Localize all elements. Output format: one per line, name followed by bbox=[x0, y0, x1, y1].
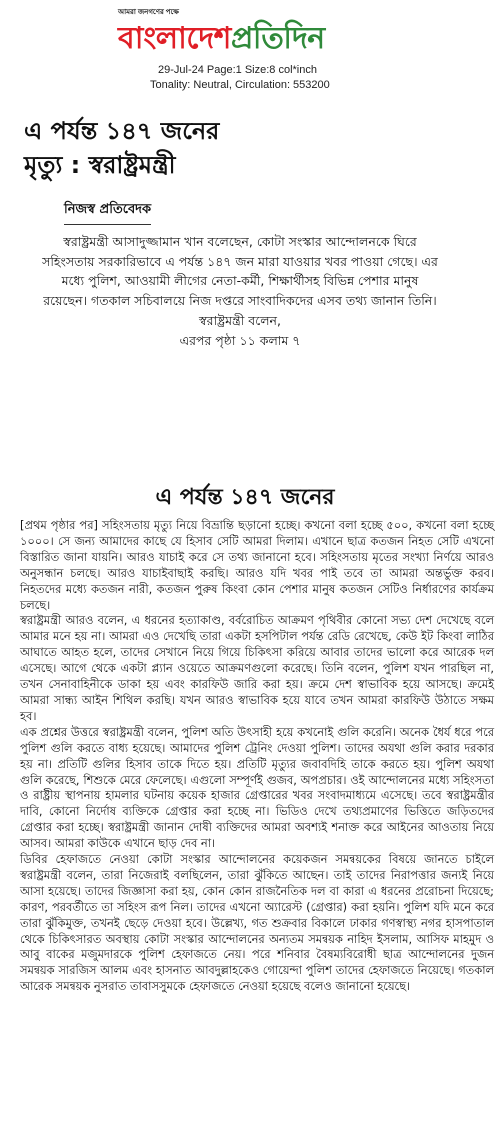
headline-line-2: মৃত্যু : স্বরাষ্ট্রমন্ত্রী bbox=[24, 151, 176, 179]
clipping-tonality-circulation: Tonality: Neutral, Circulation: 553200 bbox=[150, 79, 330, 91]
logo-word-bangladesh: বাংলাদেশ bbox=[118, 21, 231, 56]
lead-text: স্বরাষ্ট্রমন্ত্রী আসাদুজ্জামান খান বলেছেন, কোটা সংস্কার আন্দোলনকে ঘিরে সহিংসতায় সরকারিভাবে এ পর্যন্ত ১৪৭ জন মারা যাওয়ার খবর পাওয়া গেছে। এর মধ্যে পুলিশ, আওয়ামী লীগের নেতা-কর্মী, শিক্ষার্থীসহ বিভিন্ন পেশার মানুষ রয়েছেন। গতকাল সচিবালয়ে নিজ দপ্তরে সাংবাদিকদের এসব তথ্য জানান তিনি। স্বরাষ্ট্রমন্ত্রী বলেন, bbox=[42, 234, 438, 328]
byline: নিজস্ব প্রতিবেদক bbox=[64, 200, 151, 225]
logo-word-pratidin: প্রতিদিন bbox=[230, 21, 325, 56]
masthead-tagline: আমরা জনগণের পক্ষে bbox=[118, 9, 179, 16]
clipping-metadata bbox=[150, 63, 410, 93]
continuation-headline: এ পর্যন্ত ১৪৭ জনের bbox=[155, 485, 335, 510]
body-paragraph: ডিবির হেফাজতে নেওয়া কোটা সংস্কার আন্দোলনের কয়েকজন সমন্বয়কের বিষয়ে জানতে চাইলে স্বরাষ্ট্রমন্ত্রী বলেন, তারা নিজেরাই বলছিলেন, তারা ঝুঁকিতে আছেন। তাই তাদের নিরাপত্তার জন্যই নিয়ে আসা হয়েছে। তাদের জিজ্ঞাসা করা হয়, কোন কোন রাজনৈতিক দল বা কারা এ ধরনের প্ররোচনা দিয়েছে; কারণ, পরবর্তীতে তা সহিংস রূপ নিল। তাদের এখনো অ্যারেস্ট (গ্রেপ্তার) করা হয়নি। পুলিশ যদি মনে করে তারা ঝুঁকিমুক্ত, তখনই ছেড়ে দেওয়া হবে। উল্লেখ্য, গত শুক্রবার বিকালে ঢাকার গণস্বাস্থ্য নগর হাসপাতাল থেকে চিকিৎসারত অবস্থায় কোটা সংস্কার আন্দোলনের অন্যতম সমন্বয়ক নাহিদ ইসলাম, আসিফ মাহমুদ ও আবু বাকের মজুমদারকে পুলিশ হেফাজতে নেয়। পরে শনিবার বৈষম্যবিরোধী ছাত্র আন্দোলনের দুজন সমন্বয়ক সারজিস আলম এবং হাসনাত আবদুল্লাহকেও গোয়েন্দা পুলিশ তাদের হেফাজতে নিয়েছে। গতকাল আরেক সমন্বয়ক নুসরাত তাবাসসুমকে হেফাজতে নেওয়া হয়েছে বলেও জানানো হয়েছে। bbox=[20, 852, 494, 994]
masthead bbox=[0, 2, 504, 56]
headline-line-1: এ পর্যন্ত ১৪৭ জনের bbox=[24, 117, 220, 145]
body-paragraph: [প্রথম পৃষ্ঠার পর] সহিংসতায় মৃত্যু নিয়ে বিভ্রান্তি ছড়ানো হচ্ছে। কখনো বলা হচ্ছে ৫০০, কখনো বলা হচ্ছে ১০০০। সে জন্য আমাদের কাছে যে হিসাব সেটি আমরা দিলাম। এখানে ছাত্র কতজন নিহত সেটি এখনো বিস্তারিত জানা যায়নি। আরও যাচাই করে সে তথ্য জানানো হবে। সহিংসতায় মৃতের সংখ্যা নির্ণয়ে আরও অনুসন্ধান চলছে। আরও যাচাইবাছাই করছি। আরও যদি খবর পাই তবে তা আমরা অন্তর্ভুক্ত করব। নিহতদের মধ্যে কতজন নারী, কতজন পুরুষ কিংবা কোন পেশার মানুষ কতজন সেটিও নির্ধারণের কার্যক্রম চলছে। bbox=[20, 518, 494, 612]
lead-jump-line: এরপর পৃষ্ঠা ১১ কলাম ৭ bbox=[179, 332, 301, 348]
newspaper-logo bbox=[118, 14, 325, 54]
body-paragraph: স্বরাষ্ট্রমন্ত্রী আরও বলেন, এ ধরনের হত্যাকাণ্ড, বর্বরোচিত আক্রমণ পৃথিবীর কোনো সভ্য দেশ দেখেছে বলে আমার মনে হয় না। আমরা এও দেখেছি তারা একটা হসপিটাল পর্যন্ত রেডি রেখেছে, কেউ ইট কিংবা লাঠির আঘাতে আহত হলে, তাদের সেখানে নিয়ে গিয়ে চিকিৎসা করিয়ে আবার তাদের ভালো করে আরেক দল এসেছে। আগে থেকে একটা প্ল্যান ওয়েতে আক্রমণগুলো করেছে। তিনি বলেন, পুলিশ যখন পারছিল না, তখন সেনাবাহিনীকে ডাকা হয় এবং কারফিউ জারি করা হয়। ক্রমে দেশ স্বাভাবিক হয়ে আসছে। ক্রমেই আমরা সান্ধ্য আইন শিথিল করছি। যখন আরও স্বাভাবিক হয়ে যাবে তখন আমরা কারফিউ উঠাতে সক্ষম হব। bbox=[20, 613, 494, 723]
lead-paragraph bbox=[40, 232, 440, 350]
article-body bbox=[20, 518, 494, 995]
clipping-date-page-size: 29-Jul-24 Page:1 Size:8 col*inch bbox=[158, 64, 317, 76]
body-paragraph: এক প্রশ্নের উত্তরে স্বরাষ্ট্রমন্ত্রী বলেন, পুলিশ অতি উৎসাহী হয়ে কখনোই গুলি করেনি। অনেক ধৈর্য ধরে পরে পুলিশ গুলি করতে বাধ্য হয়েছে। আমাদের পুলিশ ট্রেনিং দেওয়া পুলিশ। তাদের অযথা গুলি করার দরকার হয় না। প্রতিটি গুলির হিসাব তাকে দিতে হয়। প্রতিটি মৃত্যুর জবাবদিহি তাকে করতে হয়। পুলিশ অযথা গুলি করেছে, শিশুকে মেরে ফেলেছে। এগুলো সম্পূর্ণই গুজব, অপপ্রচার। ওই আন্দোলনের মধ্যে সহিংসতা ও রাষ্ট্রীয় স্থাপনায় হামলার ঘটনায় কয়েক হাজার গ্রেপ্তারের খবর সংবাদমাধ্যমে এসেছে। তবে স্বরাষ্ট্রমন্ত্রীর দাবি, কোনো নির্দোষ ব্যক্তিকে গ্রেপ্তার করা হচ্ছে না। ভিডিও দেখে তথ্যপ্রমাণের ভিত্তিতে জড়িতদের গ্রেপ্তার করা হচ্ছে। স্বরাষ্ট্রমন্ত্রী জানান দোষী ব্যক্তিদের আমরা অবশ্যই শনাক্ত করে আইনের আওতায় নিয়ে আসব। আমরা কাউকে এখানে ছাড় দেব না। bbox=[20, 724, 494, 851]
article-headline bbox=[24, 114, 484, 182]
